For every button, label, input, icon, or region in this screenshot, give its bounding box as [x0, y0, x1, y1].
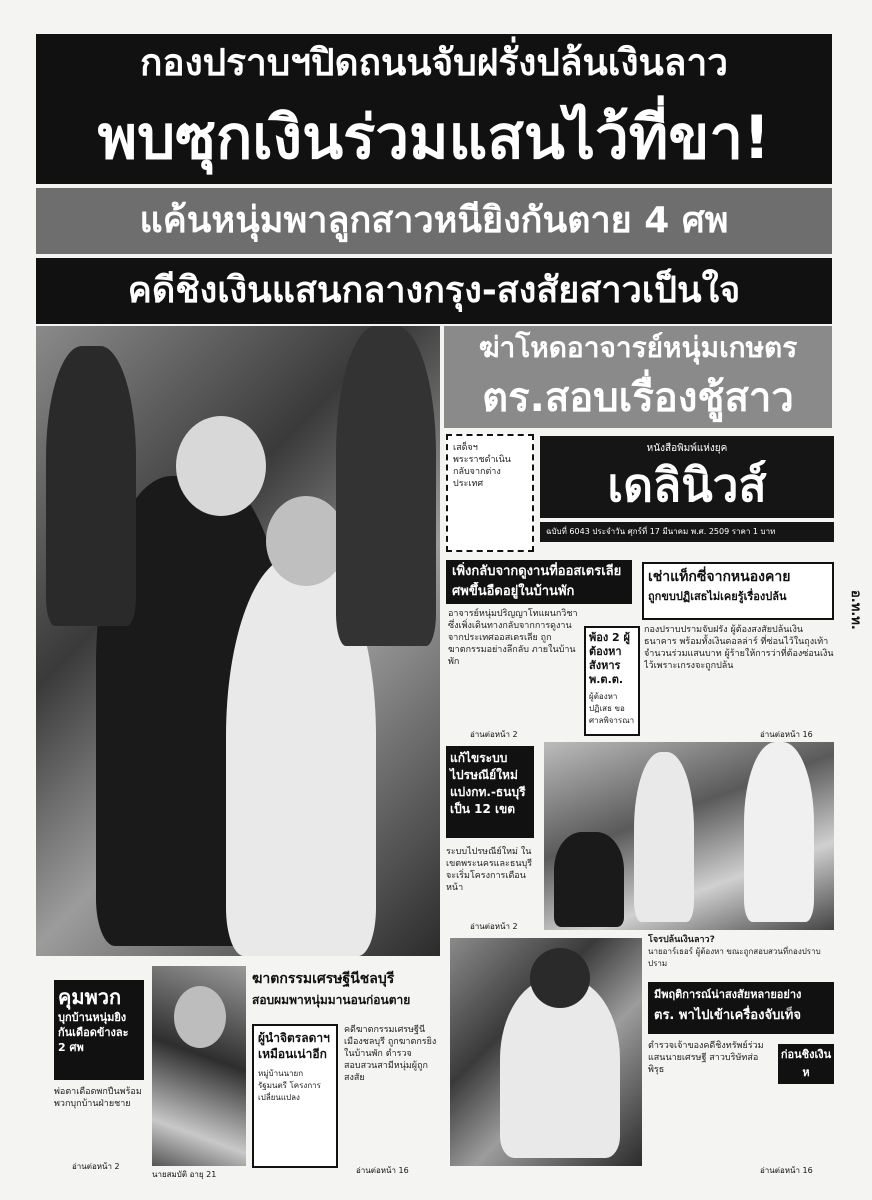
headline-2: พบซุกเงินร่วมแสนไว้ที่ขา! [36, 92, 832, 184]
story3-body: กองปราบปรามจับฝรั่ง ผู้ต้องสงสัยปล้นเงินธนาคาร พร้อมทั้งเงินดอลล่าร์ ที่ซ่อนไว้ในถุงเท้า จำนวนร่วมแสนบาท ผู้ร้ายให้การว่าที่ต้องซ่อนเงินไว้เพราะเกรงจะถูกปล้น [644, 625, 834, 671]
headline-3: แค้นหนุ่มพาลูกสาวหนียิงกันตาย 4 ศพ [36, 188, 832, 254]
figure-bg-1 [46, 346, 136, 626]
figure-bg-2 [336, 326, 436, 646]
figure-face [176, 416, 266, 516]
portrait-face [174, 986, 226, 1048]
story5-more[interactable]: อ่านต่อหน้า 2 [72, 1162, 120, 1171]
masthead-name: เดลินิวส์ [607, 458, 767, 512]
portrait-photo [152, 966, 246, 1166]
story3-head-text: เช่าแท็กซี่จากหนองคาย [648, 569, 791, 585]
lower-photo [450, 938, 642, 1166]
headline-5a: ฆ่าโหดอาจารย์หนุ่มเกษตร [478, 331, 798, 364]
story4-body: ระบบไปรษณีย์ใหม่ ในเขตพระนครและธนบุรี จะเริ่มโครงการเดือนหน้า [446, 847, 533, 893]
story1-head-text: เพิ่งกลับจากดูงานที่ออสเตรเลีย [452, 564, 622, 579]
story1-more[interactable]: อ่านต่อหน้า 2 [470, 730, 518, 739]
story4-more[interactable]: อ่านต่อหน้า 2 [470, 922, 518, 931]
story3-more[interactable]: อ่านต่อหน้า 16 [760, 730, 813, 739]
story4-head-text: แก้ไขระบบไปรษณีย์ใหม่ [450, 751, 518, 782]
masthead-tagline: หนังสือพิมพ์แห่งยุค [646, 443, 728, 454]
story2-body: ผู้ต้องหา ปฏิเสธ ขอศาลพิจารณา [589, 692, 635, 725]
story2-head: พ้อง 2 ผู้ต้องหา [589, 631, 630, 658]
story2-box [584, 626, 640, 736]
story6-head-text: ฆาตกรรมเศรษฐีนีชลบุรี [252, 971, 395, 987]
story6-box [252, 1024, 338, 1168]
story5-head [54, 980, 144, 1080]
masthead [540, 436, 834, 518]
story7-more[interactable]: อ่านต่อหน้า 16 [760, 1166, 813, 1175]
masthead-dateline: ฉบับที่ 6043 ประจำวัน ศุกร์ที่ 17 มีนาคม พ.ศ. 2509 ราคา 1 บาท [540, 522, 834, 542]
story6-head [252, 968, 440, 1014]
story7-sub-text: ตร. พาไปเข้าเครื่องจับเท็จ [654, 1008, 801, 1023]
story1-head [446, 560, 632, 604]
side-mark: อ.ท.ท. [848, 590, 863, 630]
headline-5b: ตร.สอบเรื่องชู้สาว [482, 375, 794, 421]
photo-figure-1 [634, 752, 694, 922]
story6-box-body: หมู่บ้านนายกรัฐมนตรี โครงการเปลี่ยนแปลง [258, 1069, 321, 1102]
photo-caption-q: โจรปล้นเงินลาว? [648, 935, 715, 945]
photo-caption-block [648, 934, 834, 974]
lower-face [530, 948, 590, 1008]
story6-box-head: ผู้นำจิตรลดาฯ [258, 1031, 330, 1045]
story3-sub-text: ถูกขบปฏิเสธไม่เคยรู้เรื่องปล้น [648, 590, 787, 603]
story6-more[interactable]: อ่านต่อหน้า 16 [356, 1166, 409, 1175]
story7-head-text: มีพฤติการณ์น่าสงสัยหลายอย่าง [654, 988, 802, 1001]
royal-photo [36, 326, 440, 956]
figure-face-2 [266, 496, 346, 586]
royal-caption: เสด็จฯพระราชดำเนินกลับจากต่างประเทศ [453, 443, 511, 489]
story6-sub-text: สอบผมพาหนุ่มมานอนก่อนตาย [252, 993, 411, 1007]
photo-figure-3 [554, 832, 624, 927]
story3-head [642, 562, 834, 620]
headline-5-block [444, 326, 832, 428]
story6-body: คดีฆาตกรรมเศรษฐีนีเมืองชลบุรี ถูกฆาตกรยิงในบ้านพัก ตำรวจสอบสวนสามีหนุ่มผู้ถูกสงสัย [344, 1025, 437, 1083]
story1-sub-text: ศพขึ้นอืดอยู่ในบ้านพัก [452, 584, 575, 599]
headline-4: คดีชิงเงินแสนกลางกรุง-สงสัยสาวเป็นใจ [36, 258, 832, 324]
story6-box-sub: เหมือนเน่าอีก [258, 1047, 327, 1061]
interrogation-photo [544, 742, 834, 930]
story7-box: ก่อนชิงเงินห [778, 1044, 834, 1084]
story4-sub-text: แบ่งกท.-ธนบุรีเป็น 12 เขต [450, 785, 526, 816]
story5-body: พ่อตาเดือดพกปืนพร้อมพวกบุกบ้านฝ่ายชาย [54, 1087, 142, 1109]
story1-body: อาจารย์หนุ่มปริญญาโทแผนกวิชา ซึ่งเพิ่งเดินทางกลับจากการดูงานจากประเทศออสเตรเลีย ถูกฆาตกรรมอย่างลึกลับ ภายในบ้านพัก [448, 609, 578, 667]
photo-figure-2 [744, 742, 814, 922]
portrait-caption: นายสมบัติ อายุ 21 [152, 1170, 217, 1179]
headline-1: กองปราบฯปิดถนนจับฝรั่งปล้นเงินลาว [36, 34, 832, 92]
story7-head [648, 982, 834, 1034]
photo-caption: นายอาร์เธอร์ ผู้ต้องหา ขณะถูกสอบสวนที่กองปราบปราม [648, 947, 821, 968]
royal-caption-box [446, 434, 534, 552]
story5-sub-text: บุกบ้านหนุ่มยิงกันเดือดข้างละ 2 ศพ [58, 1011, 129, 1054]
story4-head [446, 746, 534, 838]
story7-body: ตำรวจเจ้าของคดีชิงทรัพย์ร่วมแสนนายเศรษฐี สาวบริษัทส่อพิรุธ [648, 1041, 764, 1075]
story2-sub: สังหาร พ.ต.ต. [589, 659, 624, 686]
story5-head-text: คุมพวก [58, 985, 122, 1009]
